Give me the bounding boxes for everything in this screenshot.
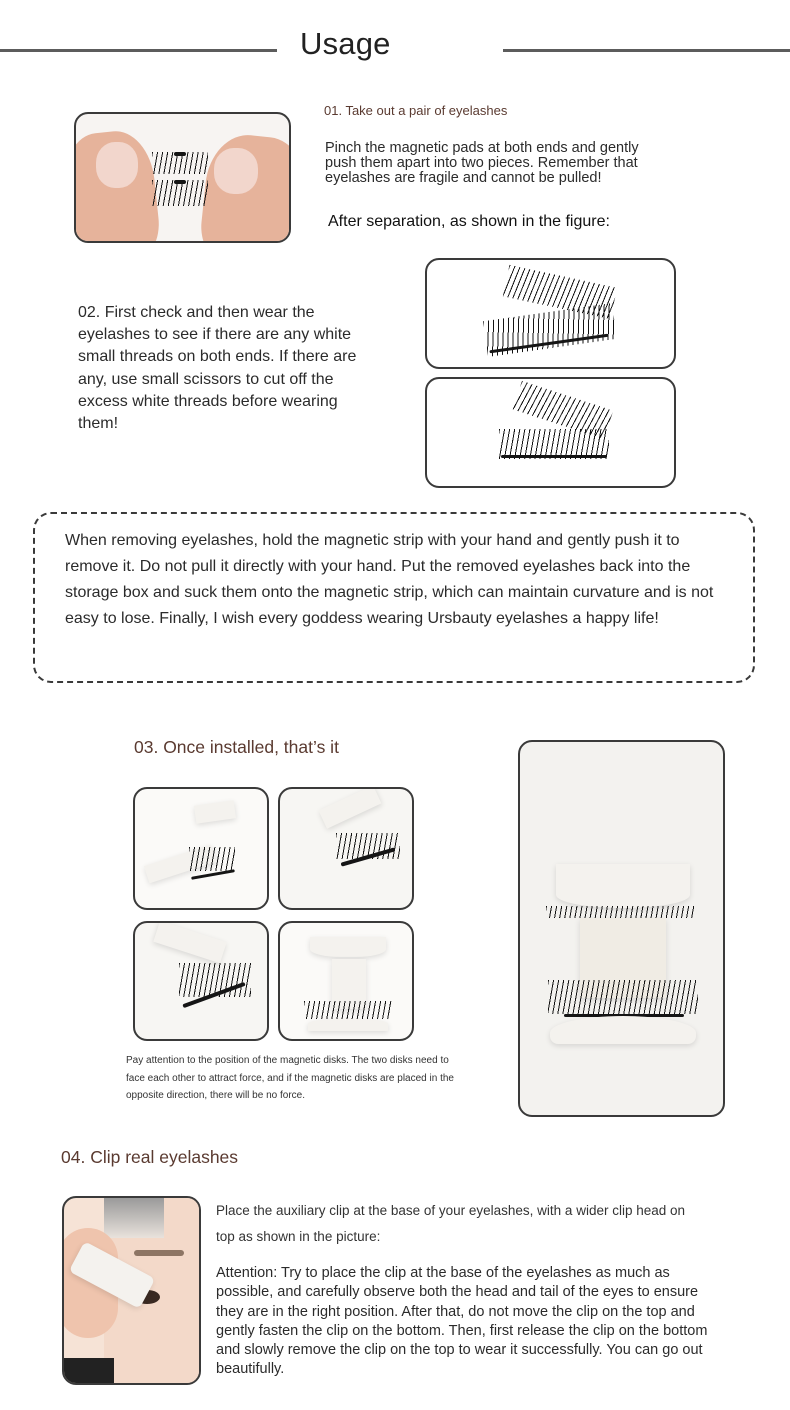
step4-heading: 04. Clip real eyelashes: [61, 1147, 239, 1167]
lash-band: [501, 455, 607, 458]
header-rule-right: [503, 49, 790, 52]
step3-photo-4: [278, 921, 414, 1041]
step3-photo-2: [278, 787, 414, 910]
applicator-top: [153, 921, 226, 963]
magnet-bottom: [174, 180, 186, 184]
step3-large-photo: [518, 740, 725, 1117]
step1-body: Pinch the magnetic pads at both ends and gently push them apart into two pieces. Remember that eyelashes are fragile and cannot be pulled!: [325, 140, 639, 186]
step4-intro: Place the auxiliary clip at the base of your eyelashes, with a wider clip head on top as shown in the picture:: [216, 1203, 686, 1244]
page-title: Usage: [300, 26, 391, 61]
magnetic-disk-note: Pay attention to the position of the magnetic disks. The two disks need to face each other to attract force, and if the magnetic disks are placed in the opposite direction, there will be no force.: [126, 1055, 454, 1101]
step4-attention: Attention: Try to place the clip at the base of the eyelashes as much as possible, and carefully observe both the head and tail of the eyes to ensure they are in the right position. After that, do not move the clip on the top and gently fasten the clip on the bottom. Then, first release the clip on the bottom and slowly remove the clip on the top to wear it successfully. You can go out beautifully.: [216, 1265, 708, 1378]
step1-caption: After separation, as shown in the figure:: [328, 213, 610, 230]
eyelash-bottom: [304, 1001, 392, 1019]
step1-photo: [74, 112, 291, 243]
applicator-top: [556, 864, 690, 908]
hair: [104, 1198, 164, 1238]
step4-photo: [62, 1196, 201, 1385]
step3-photo-3: [133, 921, 269, 1041]
shadow-bottom: [64, 1358, 114, 1385]
eyebrow: [134, 1250, 184, 1256]
applicator-top: [310, 937, 386, 957]
right-nail: [214, 148, 258, 194]
step3-photo-1: [133, 787, 269, 910]
applicator-top: [194, 800, 236, 823]
left-nail: [96, 142, 138, 188]
applicator-bottom: [550, 1016, 696, 1044]
step1-heading: 01. Take out a pair of eyelashes: [324, 103, 508, 118]
applicator-bottom: [308, 1019, 388, 1031]
applicator-top: [319, 787, 382, 829]
step2-body: 02. First check and then wear the eyelashes to see if there are any white small threads on both ends. If there are any, use small scissors to cut off the excess white threads before wearing them!: [78, 304, 357, 433]
header-rule-left: [0, 49, 277, 52]
step2-photo-2: [425, 377, 676, 488]
step2-photo-1: [425, 258, 676, 369]
removal-notice-text: When removing eyelashes, hold the magnetic strip with your hand and gently push it to remove it. Do not pull it directly with your hand. Put the removed eyelashes back into the storage box and suck them onto the magnetic strip, which can maintain curvature and is not easy to lose. Finally, I wish every goddess wearing Ursbauty eyelashes a happy life!: [65, 532, 714, 627]
eyelash-top: [546, 906, 696, 918]
eyelash: [189, 847, 235, 871]
step3-heading: 03. Once installed, that’s it: [134, 737, 339, 757]
eyelash-bottom: [548, 980, 698, 1014]
magnet-top: [174, 152, 186, 156]
